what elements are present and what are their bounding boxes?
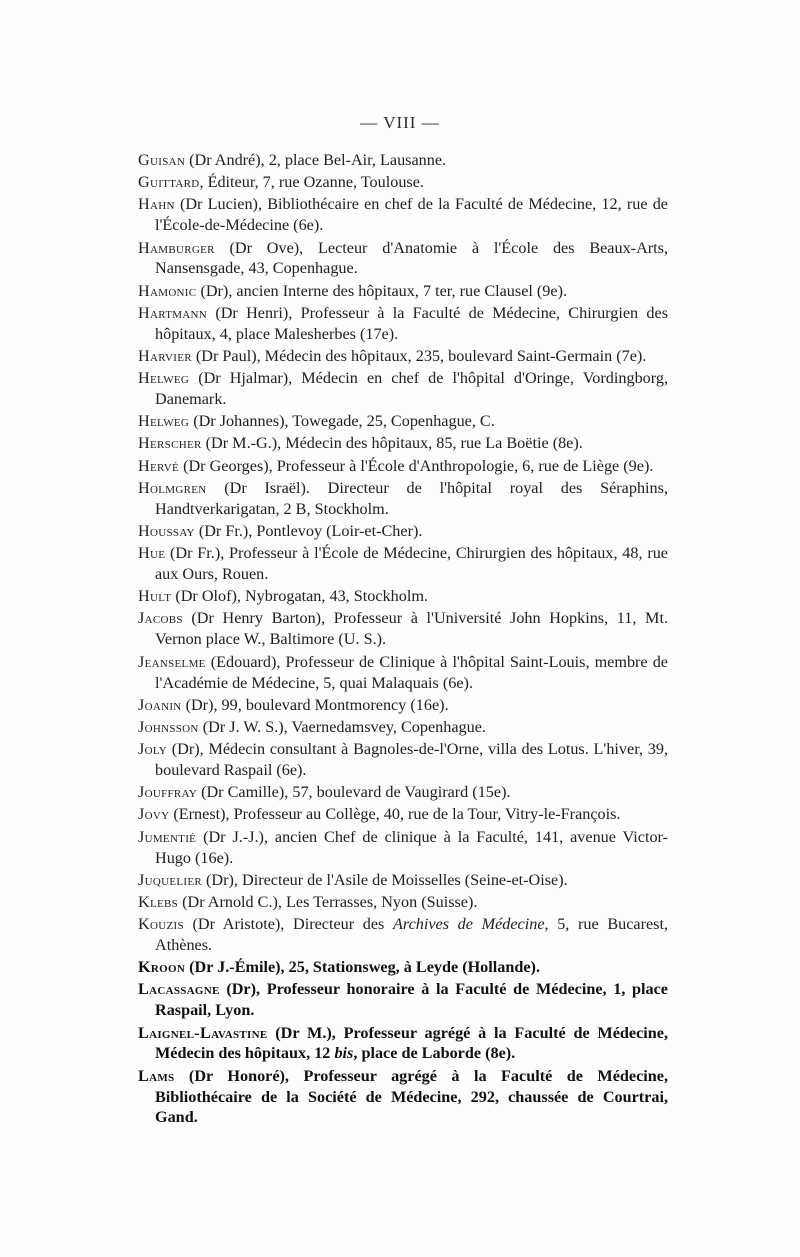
directory-entry <box>138 346 668 367</box>
entry-surname: Jumentié <box>138 827 197 846</box>
entry-details: (Edouard), Professeur de Clinique à l'hôpital Saint-Louis, membre de l'Académie de Médecine, 5, quai Malaquais (6e). <box>155 652 668 692</box>
directory-entry <box>138 717 668 738</box>
entry-surname: Johnsson <box>138 717 199 736</box>
entry-surname: Hartmann <box>138 303 208 322</box>
entry-details: , Éditeur, 7, rue Ozanne, Toulouse. <box>199 173 424 192</box>
directory-entry <box>138 238 668 280</box>
entry-surname: Jovy <box>138 805 170 824</box>
entry-surname: Herscher <box>138 434 202 453</box>
entry-surname: Kouzis <box>138 915 184 934</box>
entry-details-continued: , 5, rue Bucarest, Athènes. <box>155 915 668 955</box>
entry-surname: Juquelier <box>138 870 202 889</box>
directory-entry <box>138 586 668 607</box>
directory-entry <box>138 281 668 302</box>
entry-surname: Houssay <box>138 521 195 540</box>
entry-details: (Dr Camille), 57, boulevard de Vaugirard (15e). <box>197 783 511 802</box>
entry-surname: Hamburger <box>138 238 215 257</box>
directory-entry <box>138 782 668 803</box>
entry-details: (Dr), ancien Interne des hôpitaux, 7 ter, rue Clausel (9e). <box>196 281 568 300</box>
entry-details: (Dr J.-J.), ancien Chef de clinique à la Faculté, 141, avenue Victor-Hugo (16e). <box>155 827 668 867</box>
entry-surname: Jouffray <box>138 783 198 802</box>
entry-details-italic: Archives de Médecine <box>393 915 545 934</box>
entry-details: (Dr André), 2, place Bel-Air, Lausanne. <box>185 151 447 169</box>
entry-details: (Dr), Directeur de l'Asile de Moisselles (Seine-et-Oise). <box>202 870 568 889</box>
directory-entry <box>138 150 668 171</box>
entry-surname: Helweg <box>138 412 190 431</box>
entry-details: (Dr J. W. S.), Vaernedamsvey, Copenhague. <box>198 717 486 736</box>
entry-details-italic: bis <box>334 1044 354 1063</box>
directory-entry <box>138 1023 668 1065</box>
entry-details: (Dr Arnold C.), Les Terrasses, Nyon (Suisse). <box>178 892 478 911</box>
entry-details: (Dr Lucien), Bibliothécaire en chef de la Faculté de Médecine, 12, rue de l'École-de-Médecine (6e). <box>155 195 668 235</box>
entry-surname: Guisan <box>138 151 186 169</box>
entry-details: (Dr Israël). Directeur de l'hôpital royal des Séraphins, Handtverkarigatan, 2 B, Stockholm. <box>155 478 668 518</box>
directory-entry <box>138 695 668 716</box>
entry-surname: Jacobs <box>138 609 183 628</box>
entry-details-continued: , place de Laborde (8e). <box>353 1044 516 1063</box>
directory-entry <box>138 303 668 345</box>
entry-surname: Hervé <box>138 456 180 475</box>
directory-entry <box>138 979 668 1021</box>
entry-details: (Dr Aristote), Directeur des <box>183 915 393 934</box>
entry-details: (Dr Fr.), Professeur à l'École de Médecine, Chirurgien des hôpitaux, 48, rue aux Ours, Rouen. <box>155 544 668 584</box>
directory-entry <box>138 411 668 432</box>
entry-details: (Dr J.-Émile), 25, Stationsweg, à Leyde (Hollande). <box>185 958 540 977</box>
entry-surname: Klebs <box>138 892 179 911</box>
entry-surname: Helweg <box>138 369 190 388</box>
entry-details: (Dr M.), Professeur agrégé à la Faculté de Médecine, Médecin des hôpitaux, 12 <box>155 1023 668 1063</box>
entry-details: (Dr Hjalmar), Médecin en chef de l'hôpital d'Oringe, Vordingborg, Danemark. <box>155 369 668 409</box>
entry-surname: Guittard <box>138 173 200 192</box>
entry-details: (Dr Henri), Professeur à la Faculté de Médecine, Chirurgien des hôpitaux, 4, place Malesherbes (17e). <box>155 303 668 343</box>
entry-details: (Dr Henry Barton), Professeur à l'Université John Hopkins, 11, Mt. Vernon place W., Baltimore (U. S.). <box>155 609 668 649</box>
entry-details: (Dr), 99, boulevard Montmorency (16e). <box>181 695 449 714</box>
entry-surname: Lams <box>138 1066 175 1085</box>
directory-entry <box>138 892 668 913</box>
directory-entry <box>138 652 668 694</box>
entry-details: (Dr Georges), Professeur à l'École d'Anthropologie, 6, rue de Liège (9e). <box>179 456 654 475</box>
entry-details: (Dr), Médecin consultant à Bagnoles-de-l'Orne, villa des Lotus. L'hiver, 39, boulevard Raspail (6e). <box>155 740 668 780</box>
directory-entry <box>138 172 668 193</box>
entry-surname: Holmgren <box>138 478 207 497</box>
directory-entry <box>138 521 668 542</box>
entry-surname: Joly <box>138 740 168 759</box>
entry-details: (Dr Paul), Médecin des hôpitaux, 235, boulevard Saint-Germain (7e). <box>191 346 647 365</box>
entry-surname: Kroon <box>138 958 186 977</box>
entry-details: (Dr M.-G.), Médecin des hôpitaux, 85, rue La Boëtie (8e). <box>201 434 583 453</box>
page-number: — VIII — <box>360 113 440 132</box>
directory-entry <box>138 194 668 236</box>
entry-surname: Hult <box>138 587 172 606</box>
directory-entry <box>138 368 668 410</box>
directory-list <box>138 150 668 1130</box>
entry-details: (Dr Honoré), Professeur agrégé à la Faculté de Médecine, Bibliothécaire de la Société de Médecine, 292, chaussée de Courtrai, Gand. <box>155 1066 668 1127</box>
directory-entry <box>138 456 668 477</box>
directory-entry <box>138 478 668 520</box>
directory-entry <box>138 914 668 956</box>
entry-surname: Laignel-Lavastine <box>138 1023 268 1042</box>
directory-entry <box>138 543 668 585</box>
directory-entry <box>138 433 668 454</box>
entry-details: (Dr Olof), Nybrogatan, 43, Stockholm. <box>171 587 428 606</box>
entry-surname: Hahn <box>138 195 175 214</box>
entry-surname: Joanin <box>138 695 182 714</box>
entry-surname: Hue <box>138 544 166 563</box>
directory-entry <box>138 827 668 869</box>
entry-details: (Dr Fr.), Pontlevoy (Loir-et-Cher). <box>194 521 423 540</box>
entry-surname: Hamonic <box>138 281 197 300</box>
directory-entry <box>138 957 668 978</box>
entry-surname: Lacassagne <box>138 980 220 999</box>
directory-entry <box>138 608 668 650</box>
entry-details: (Dr Johannes), Towegade, 25, Copenhague, C. <box>189 412 495 431</box>
directory-entry <box>138 804 668 825</box>
entry-details: (Dr Ove), Lecteur d'Anatomie à l'École des Beaux-Arts, Nansensgade, 43, Copenhague. <box>155 238 668 278</box>
directory-entry <box>138 1066 668 1129</box>
entry-surname: Harvier <box>138 346 192 365</box>
directory-entry <box>138 870 668 891</box>
entry-surname: Jeanselme <box>138 652 206 671</box>
directory-entry <box>138 739 668 781</box>
entry-details: (Ernest), Professeur au Collège, 40, rue de la Tour, Vitry-le-François. <box>169 805 621 824</box>
entry-details: (Dr), Professeur honoraire à la Faculté de Médecine, 1, place Raspail, Lyon. <box>155 980 668 1020</box>
